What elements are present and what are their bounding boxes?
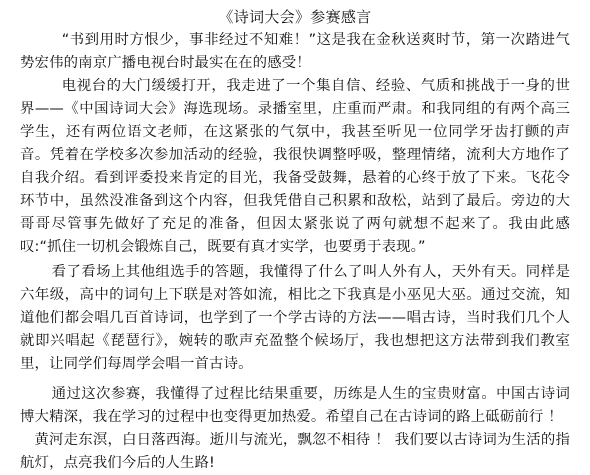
paragraph-4: 通过这次参赛，我懂得了过程比结果重要，历练是人生的宝贵财富。中国古诗词博大精深，我在学习的过程中也变得更加热爱。希望自己在古诗词的路上砥砺前行 ！ (20, 386, 570, 425)
paragraph-5: 黄河走东溟，白日落西海。逝川与流光，飘忽不相待 ！ 我们要以古诗词为生活的指航灯，点亮我们今后的人生路! (20, 432, 570, 471)
essay-title: 《诗词大会》参赛感言 (218, 8, 372, 26)
paragraph-1: “书到用时方恨少，事非经过不知难！”这是我在金秋送爽时节，第一次踏进气势宏伟的南京广播电视台时最实在在的感受！ (20, 32, 570, 71)
paragraph-3: 看了看场上其他组选手的答题，我懂得了什么了叫人外有人，天外有天。同样是六年级，高中的词句上下联是对答如流，相比之下我真是小巫见大巫。通过交流，知道他们都会唱几百首诗词，也学到了一个学古诗的方法——唱古诗，当时我们几个人就即兴唱起《琵琶行》，婉转的歌声充盈整个候场厅，我也想把这方法带到我们教室里，让同学们每周学会唱一首古诗。 (20, 264, 570, 372)
paragraph-2: 电视台的大门缓缓打开，我走进了一个集自信、经验、气质和挑战于一身的世界——《中国诗词大会》海选现场。录播室里，庄重而严肃。和我同组的有两个高三学生，还有两位语文老师，在这紧张的气氛中，我甚至听见一位同学牙齿打颤的声音。凭着在学校多次参加活动的经验，我很快调整呼吸，整理情绪，流利大方地作了自我介绍。看到评委投来肯定的目光，我备受鼓舞，悬着的心终于放了下来。飞花令环节中，虽然没准备到这个内容，但我凭借自己积累和敌松，站到了最后。旁边的大哥哥尽管事先做好了充足的准备，但因太紧张说了两句就想不起来了。我由此感叹:“抓住一切机会锻炼自己，既要有真才实学，也要勇于表现。” (20, 78, 570, 255)
